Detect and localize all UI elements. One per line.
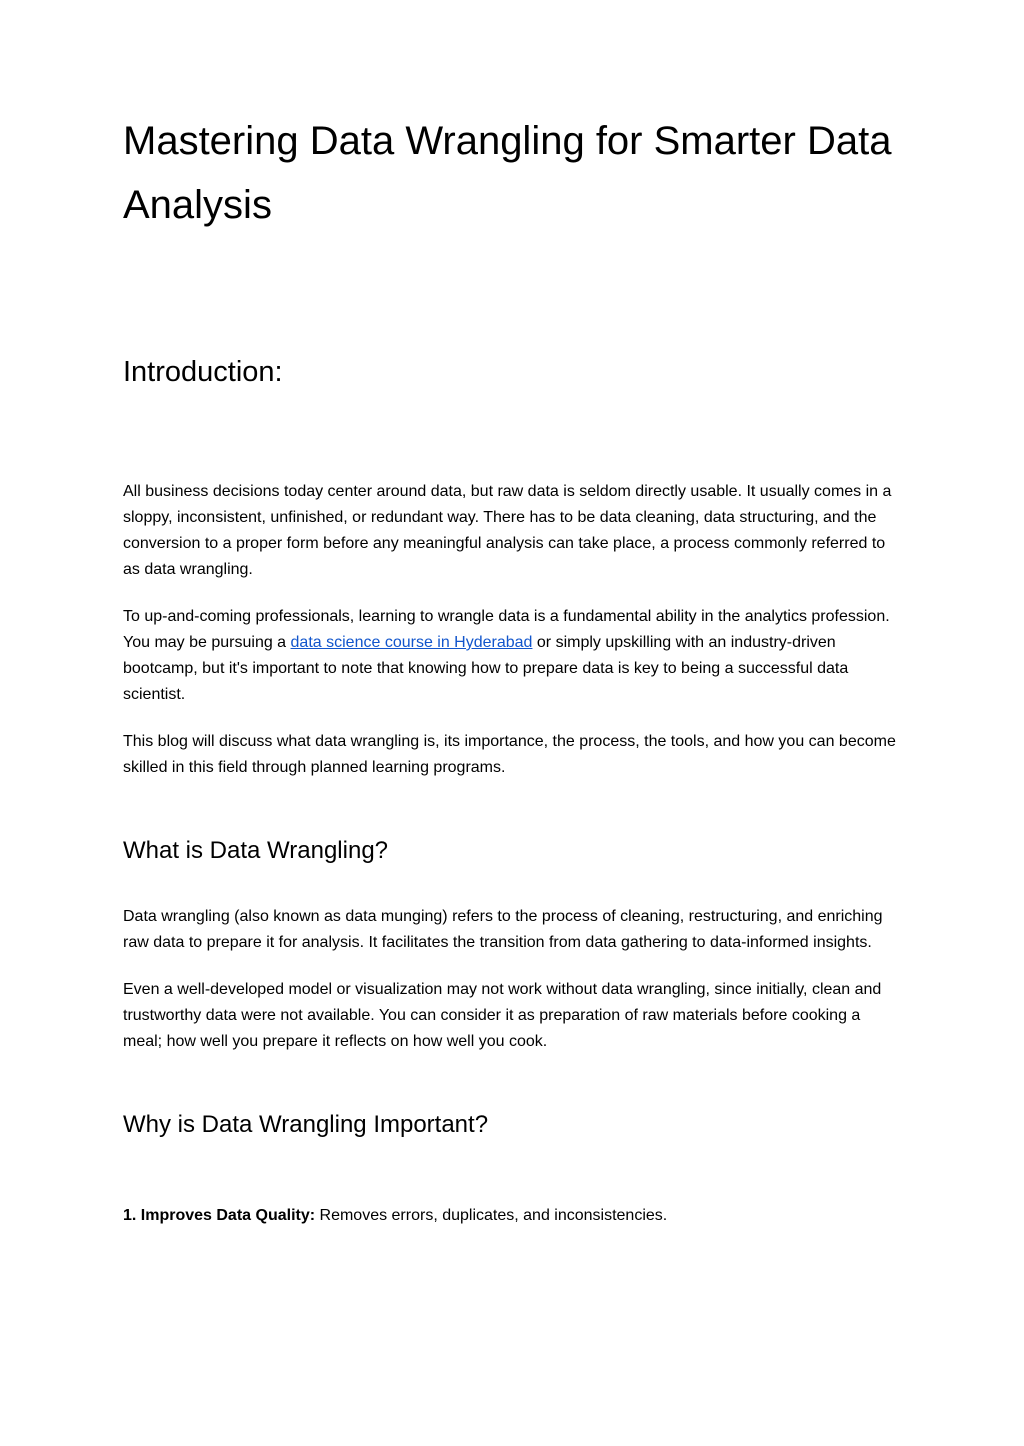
what-is-paragraph-2: Even a well-developed model or visualization may not work without data wrangling, since initially, clean and trustworthy data were not available. You can consider it as preparation of raw materials before cooking a meal; how well you prepare it reflects on how well you cook. — [123, 981, 882, 1050]
what-is-data-wrangling-heading: What is Data Wrangling? — [123, 837, 389, 864]
document-title: Mastering Data Wrangling for Smarter Data Analysis — [123, 119, 892, 227]
introduction-paragraph-2 — [123, 604, 901, 708]
why-important-item-1 — [123, 1203, 901, 1229]
item-1-bold-label: 1. Improves Data Quality: — [123, 1207, 316, 1224]
data-science-course-link[interactable]: data science course in Hyderabad — [290, 634, 533, 651]
why-important-heading: Why is Data Wrangling Important? — [123, 1111, 489, 1138]
what-is-paragraph-1: Data wrangling (also known as data munging) refers to the process of cleaning, restructuring, and enriching raw data to prepare it for analysis. It facilitates the transition from data gathering to data-informed insights. — [123, 908, 883, 951]
introduction-paragraph-3: This blog will discuss what data wrangling is, its importance, the process, the tools, and how you can become skilled in this field through planned learning programs. — [123, 733, 896, 776]
introduction-heading: Introduction: — [123, 356, 283, 388]
item-1-description: Removes errors, duplicates, and inconsistencies. — [315, 1207, 668, 1224]
paragraph-2-text-before-link: To up-and-coming professionals, learning to wrangle data is a fundamental ability in the analytics profession. You may be pursuing a — [123, 608, 890, 651]
paragraph-2-text-after-link: or simply upskilling with an industry-driven bootcamp, but it's important to note that knowing how to prepare data is key to being a successful data scientist. — [123, 634, 849, 703]
introduction-paragraph-1: All business decisions today center around data, but raw data is seldom directly usable. It usually comes in a sloppy, inconsistent, unfinished, or redundant way. There has to be data cleaning, data structuring, and the conversion to a proper form before any meaningful analysis can take place, a process commonly referred to as data wrangling. — [123, 483, 892, 578]
